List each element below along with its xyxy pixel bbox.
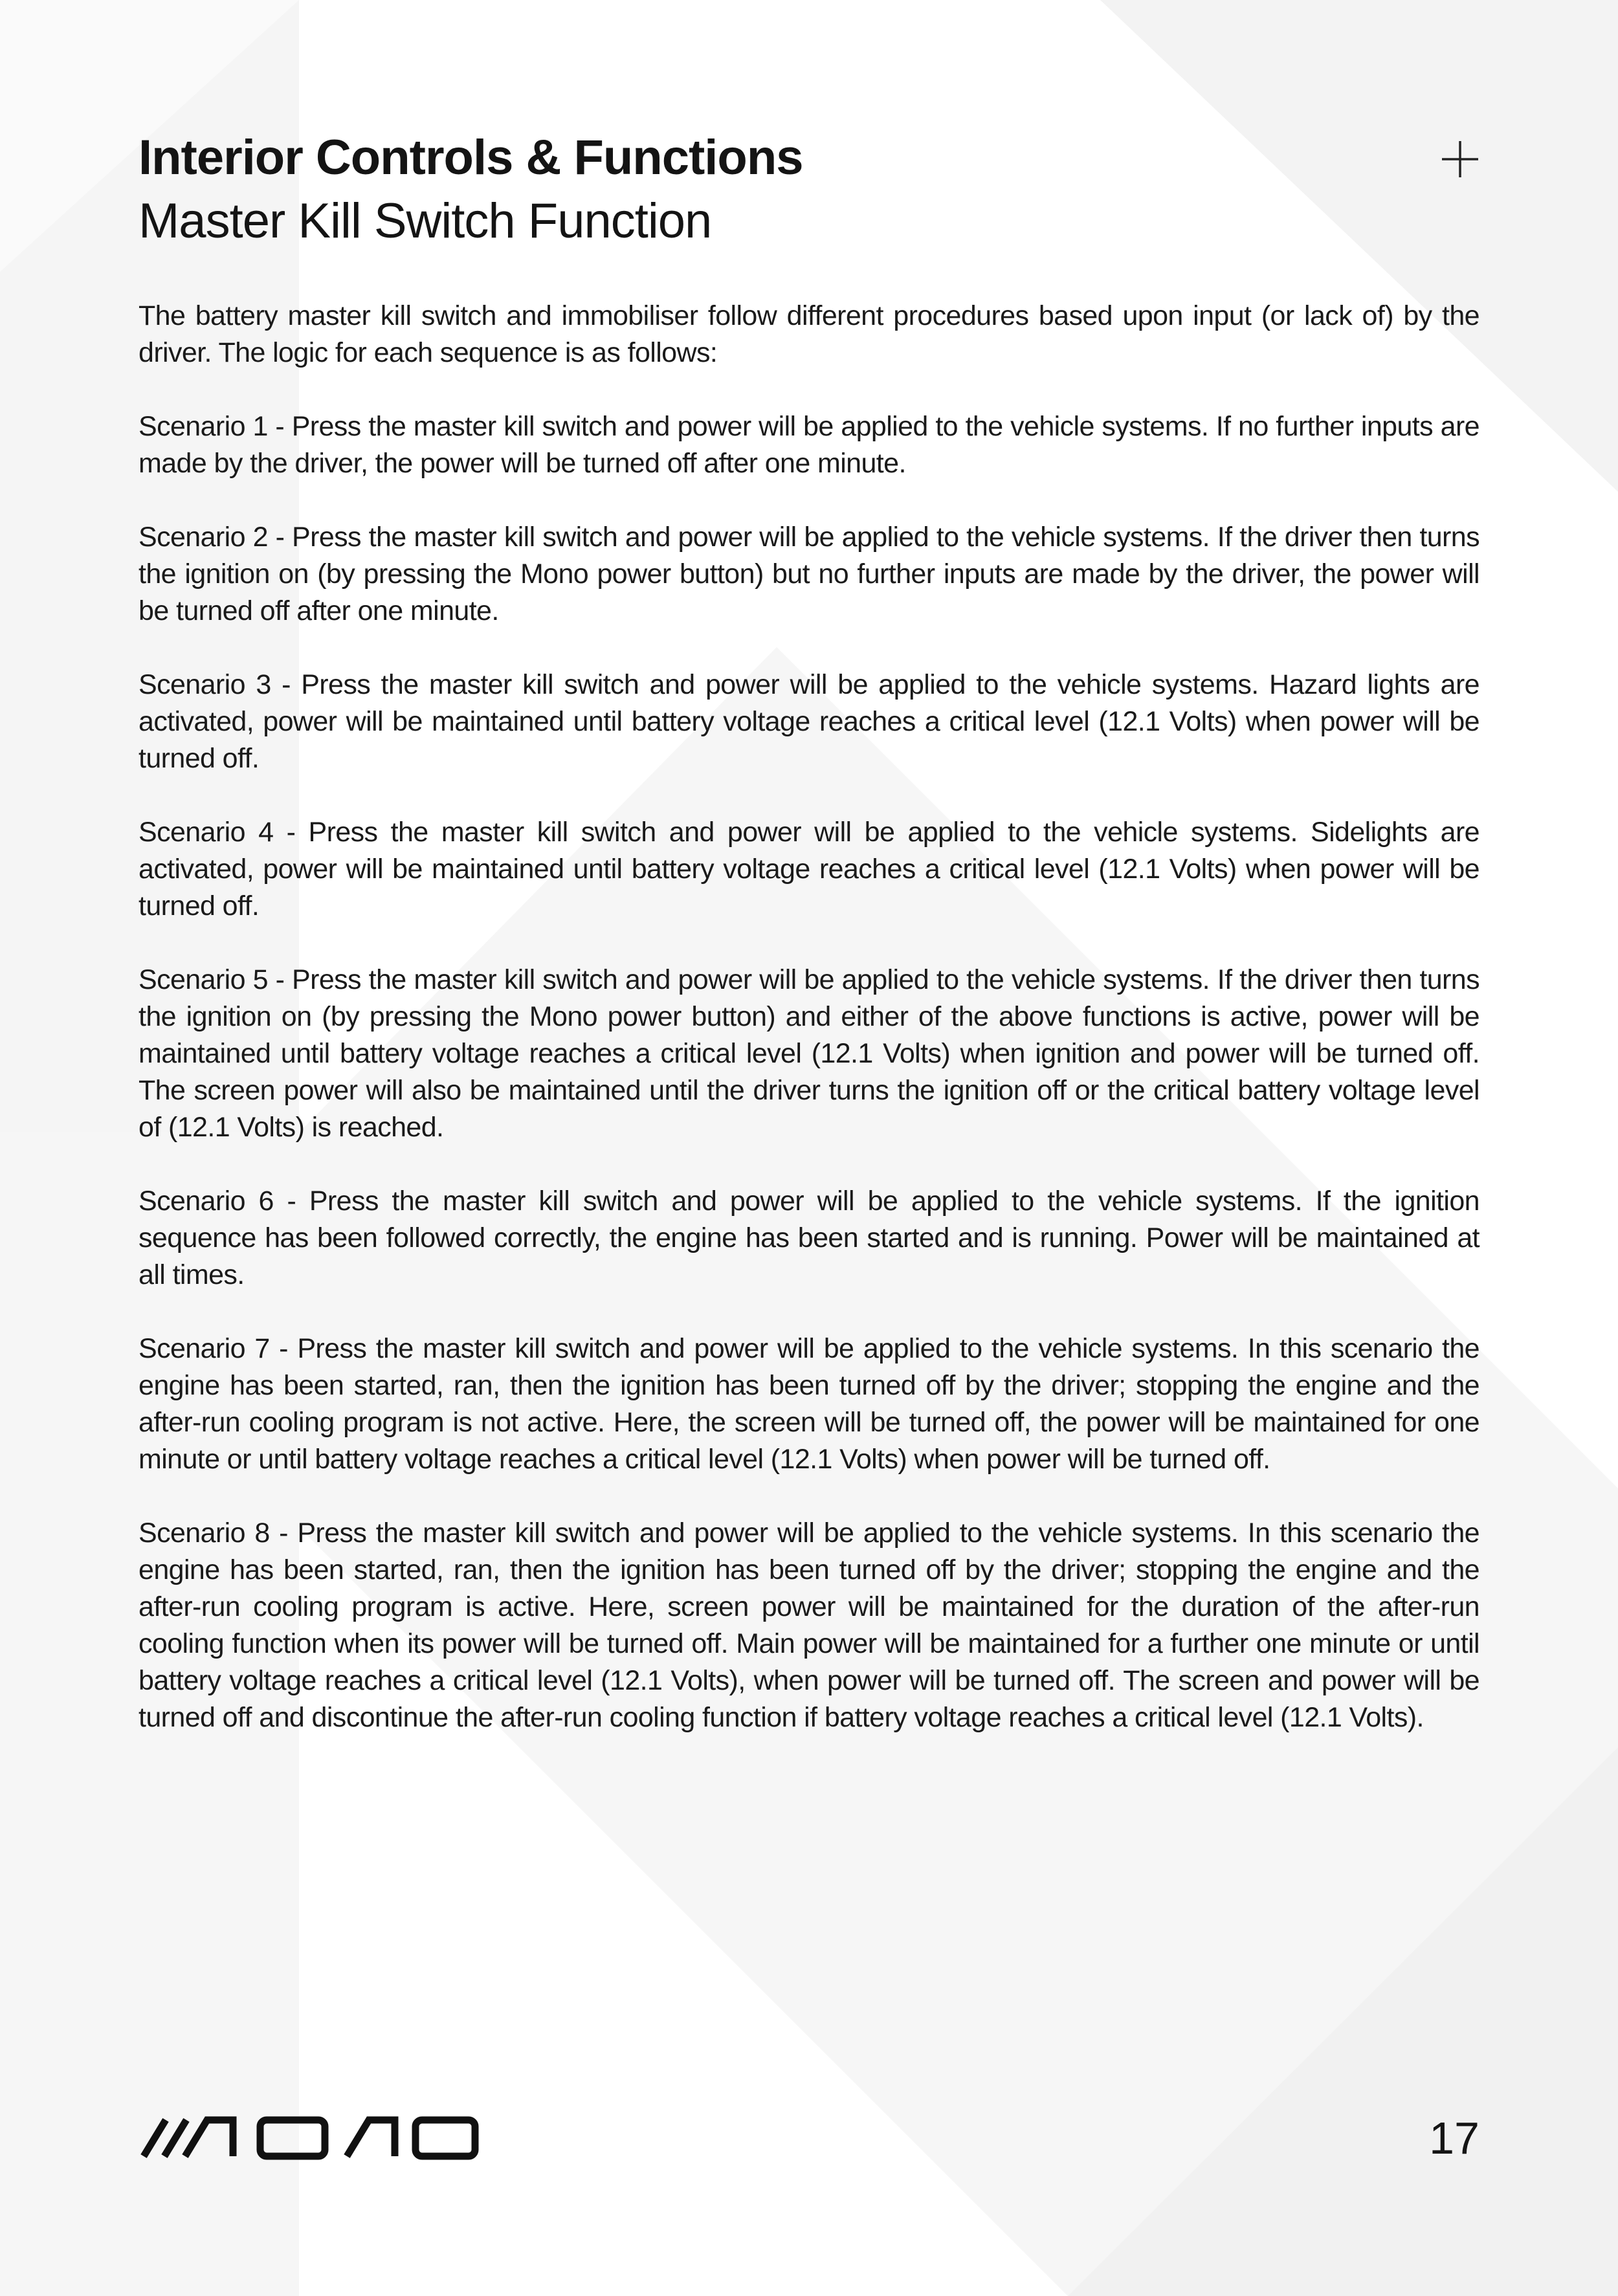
scenario-5-paragraph: Scenario 5 - Press the master kill switch and power will be applied to the vehicle systems. If the driver then turns the ignition on (by pressing the Mono power button) and either of the above functions is active, power will be maintained until battery voltage reaches a critical level (12.1 Volts) when ignition and power will be turned off. The screen power will also be maintained until the driver turns the ignition off or the critical battery voltage level of (12.1 Volts) is reached.: [139, 964, 1479, 1143]
scenario-1-paragraph: Scenario 1 - Press the master kill switch and power will be applied to the vehicle systems. If no further inputs are made by the driver, the power will be turned off after one minute.: [139, 411, 1479, 479]
scenario-7-paragraph: Scenario 7 - Press the master kill switch and power will be applied to the vehicle systems. In this scenario the engine has been started, ran, then the ignition has been turned off by the driver; stopping the engine and the after-run cooling program is not active. Here, the screen will be turned off, the power will be maintained for one minute or until battery voltage reaches a critical level (12.1 Volts) when power will be turned off.: [139, 1333, 1479, 1475]
body-text: [139, 298, 1479, 1773]
page-title: Interior Controls & Functions: [139, 130, 803, 185]
scenario-3-paragraph: Scenario 3 - Press the master kill switch and power will be applied to the vehicle systems. Hazard lights are activated, power will be maintained until battery voltage reaches a critical level (12.1 Volts) when power will be turned off.: [139, 669, 1479, 774]
scenario-2-paragraph: Scenario 2 - Press the master kill switch and power will be applied to the vehicle systems. If the driver then turns the ignition on (by pressing the Mono power button) but no further inputs are made by the driver, the power will be turned off after one minute.: [139, 522, 1479, 626]
intro-paragraph: The battery master kill switch and immobiliser follow different procedures based upon input (or lack of) by the driver. The logic for each sequence is as follows:: [139, 300, 1479, 368]
scenario-6-paragraph: Scenario 6 - Press the master kill switch and power will be applied to the vehicle systems. If the ignition sequence has been followed correctly, the engine has been started and is running. Power will be maintained at all times.: [139, 1186, 1479, 1290]
scenario-4-paragraph: Scenario 4 - Press the master kill switch and power will be applied to the vehicle systems. Sidelights are activated, power will be maintained until battery voltage reaches a critical level (12.1 Volts) when power will be turned off.: [139, 817, 1479, 922]
plus-icon: [1441, 140, 1479, 179]
page-subtitle: Master Kill Switch Function: [139, 193, 712, 248]
scenario-8-paragraph: Scenario 8 - Press the master kill switch and power will be applied to the vehicle systems. In this scenario the engine has been started, ran, then the ignition has been turned off by the driver; stopping the engine and the after-run cooling program is active. Here, screen power will be maintained for the duration of the after-run cooling function when its power will be turned off. Main power will be maintained for a further one minute or until battery voltage reaches a critical level (12.1 Volts), when power will be turned off. The screen and power will be turned off and discontinue the after-run cooling function if battery voltage reaches a critical level (12.1 Volts).: [139, 1518, 1479, 1733]
page-number: 17: [1429, 2113, 1479, 2163]
mono-logo: [139, 2116, 479, 2160]
